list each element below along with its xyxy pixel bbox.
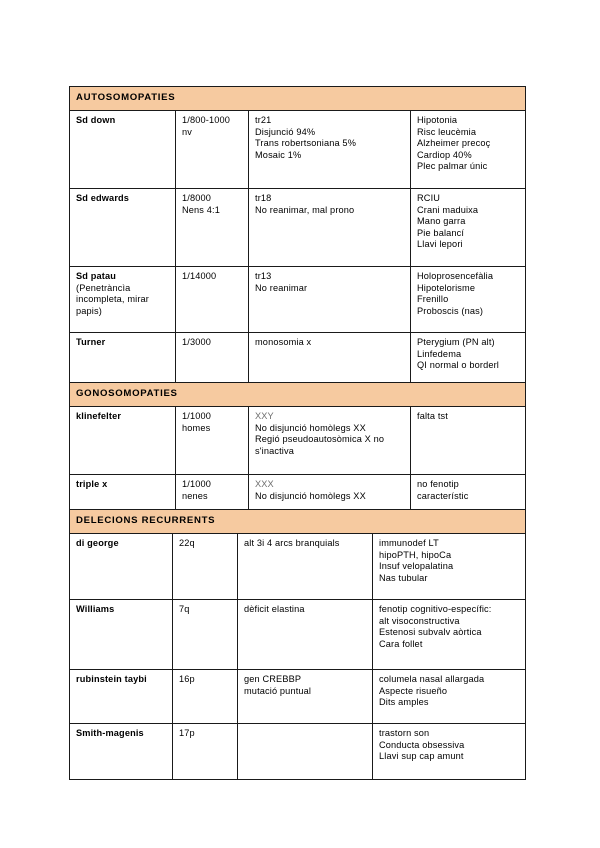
feature-line: Conducta obsessiva [379,739,465,750]
syndrome-name-cell [70,670,173,724]
genetics-cell [238,534,373,600]
feature-line: Nas tubular [379,572,428,583]
genetics-cell [249,189,411,267]
incidence-cell [176,267,249,333]
feature-line: columela nasal allargada [379,674,485,684]
section-header-row [70,87,526,111]
karyotype-line: XXX [255,479,274,489]
features-cell [373,600,526,670]
genetics-line: Disjunció 94% [255,126,316,137]
genetics-line: No disjunció homòlegs XX [255,490,366,501]
genetics-line: dèficit elastina [244,604,305,614]
section-header-autosomopaties: AUTOSOMOPATIES [70,87,526,111]
feature-line: Crani maduixa [417,204,479,215]
feature-line: RCIU [417,193,441,203]
feature-line: Frenillo [417,294,449,305]
syndrome-name-note: (Penetràncìa incompleta, mirar papis) [76,282,150,316]
incidence-cell [176,333,249,383]
syndrome-name: triple x [76,479,108,489]
genetics-line: Mosaic 1% [255,149,302,160]
incidence-line: 1/3000 [182,337,212,347]
syndrome-name: Turner [76,337,106,347]
feature-line: immunodef LT [379,538,439,548]
feature-line: hipoPTH, hipoCa [379,549,452,560]
genetics-line: tr13 [255,271,272,281]
incidence-line: 1/1000 [182,411,212,421]
features-cell [411,111,526,189]
feature-line: Plec palmar únic [417,161,488,172]
table-row [70,189,526,267]
feature-line: alt visoconstructiva [379,615,460,626]
table-row [70,267,526,333]
feature-line: Insuf velopalatina [379,561,454,572]
genetics-line: No reanimar [255,282,308,293]
genetics-line: monosomia x [255,337,312,347]
locus-line: 16p [179,674,195,684]
syndrome-name-cell [70,407,176,475]
incidence-line: nenes [182,490,208,501]
incidence-cell [176,111,249,189]
features-cell [411,407,526,475]
genetics-cell [249,333,411,383]
genetics-line: tr21 [255,115,272,125]
incidence-cell [176,189,249,267]
section-header-row [70,383,526,407]
syndrome-name-cell [70,333,176,383]
genetics-line: Regió pseudoautosòmica X no s'inactiva [255,434,385,456]
section-header-delecions: DELECIONS RECURRENTS [70,510,526,534]
syndrome-name: Sd patau [76,271,116,281]
genetics-cell [238,670,373,724]
feature-line: Mano garra [417,216,466,227]
syndrome-name: klinefelter [76,411,122,421]
incidence-line: 1/8000 [182,193,212,203]
locus-cell [173,600,238,670]
locus-line: 17p [179,728,195,738]
table-row [70,724,526,780]
feature-line: Estenosi subvalv aòrtica [379,627,482,638]
genetics-line: Trans robertsoniana 5% [255,138,357,149]
features-cell [411,333,526,383]
locus-cell [173,534,238,600]
section-header-row [70,510,526,534]
feature-line: Cara follet [379,638,423,649]
feature-line: Llavi lepori [417,239,463,250]
feature-line: Alzheimer precoç [417,138,491,149]
locus-cell [173,670,238,724]
syndrome-name-cell [70,724,173,780]
feature-line: Dits amples [379,697,429,708]
genetics-cell [249,267,411,333]
section-header-gonosomopaties: GONOSOMOPATIES [70,383,526,407]
table-row [70,600,526,670]
features-cell [373,670,526,724]
incidence-line: 1/14000 [182,271,217,281]
features-cell [373,534,526,600]
syndrome-name: Williams [76,604,115,614]
genetics-line: tr18 [255,193,272,203]
incidence-cell [176,407,249,475]
genetics-line: No reanimar, mal prono [255,204,355,215]
syndrome-name: Sd edwards [76,193,130,203]
feature-line: Proboscis (nas) [417,305,484,316]
genetics-cell [249,407,411,475]
incidence-line: Nens 4:1 [182,204,220,215]
feature-line: Cardiop 40% [417,149,472,160]
feature-line: característic [417,490,469,501]
syndrome-name-cell [70,111,176,189]
incidence-line: homes [182,422,211,433]
features-cell [411,267,526,333]
feature-line: trastorn son [379,728,430,738]
feature-line: Pterygium (PN alt) [417,337,495,347]
incidence-line: 1/1000 [182,479,212,489]
genetics-line: No disjunció homòlegs XX [255,422,366,433]
genetics-line: gen CREBBP [244,674,302,684]
genetics-line: alt 3i 4 arcs branquials [244,538,340,548]
feature-line: Hipotonia [417,115,458,125]
syndrome-name: rubinstein taybi [76,674,147,684]
features-cell [373,724,526,780]
genetics-cell [238,600,373,670]
feature-line: Pie balancí [417,227,465,238]
feature-line: QI normal o borderl [417,360,499,371]
incidence-line: nv [182,126,193,137]
syndrome-name-cell [70,600,173,670]
syndrome-name: Sd down [76,115,116,125]
table-row [70,333,526,383]
table-row [70,670,526,724]
table-row [70,111,526,189]
karyotype-line: XXY [255,411,274,421]
feature-line: Llavi sup cap amunt [379,751,464,762]
features-cell [411,189,526,267]
table-row [70,407,526,475]
locus-line: 22q [179,538,195,548]
genetics-line: mutació puntual [244,685,312,696]
feature-line: fenotip cognitivo-específic: [379,604,492,614]
feature-line: Linfedema [417,348,462,359]
table-autosomopaties [69,86,526,517]
genetics-cell [238,724,373,780]
syndrome-name-cell [70,267,176,333]
feature-line: Holoprosencefàlia [417,271,494,281]
locus-cell [173,724,238,780]
syndrome-name-cell [70,189,176,267]
feature-line: no fenotip [417,479,459,489]
table-row [70,534,526,600]
syndrome-name: Smith-magenis [76,728,144,738]
syndrome-name: di george [76,538,119,548]
genetics-cell [249,111,411,189]
feature-line: Risc leucèmia [417,126,477,137]
table-delecions-recurrents [69,509,526,780]
locus-line: 7q [179,604,190,614]
feature-line: Hipotelorisme [417,282,476,293]
feature-line: falta tst [417,411,448,421]
feature-line: Aspecte risueño [379,685,448,696]
incidence-line: 1/800-1000 [182,115,230,125]
syndrome-name-cell [70,534,173,600]
